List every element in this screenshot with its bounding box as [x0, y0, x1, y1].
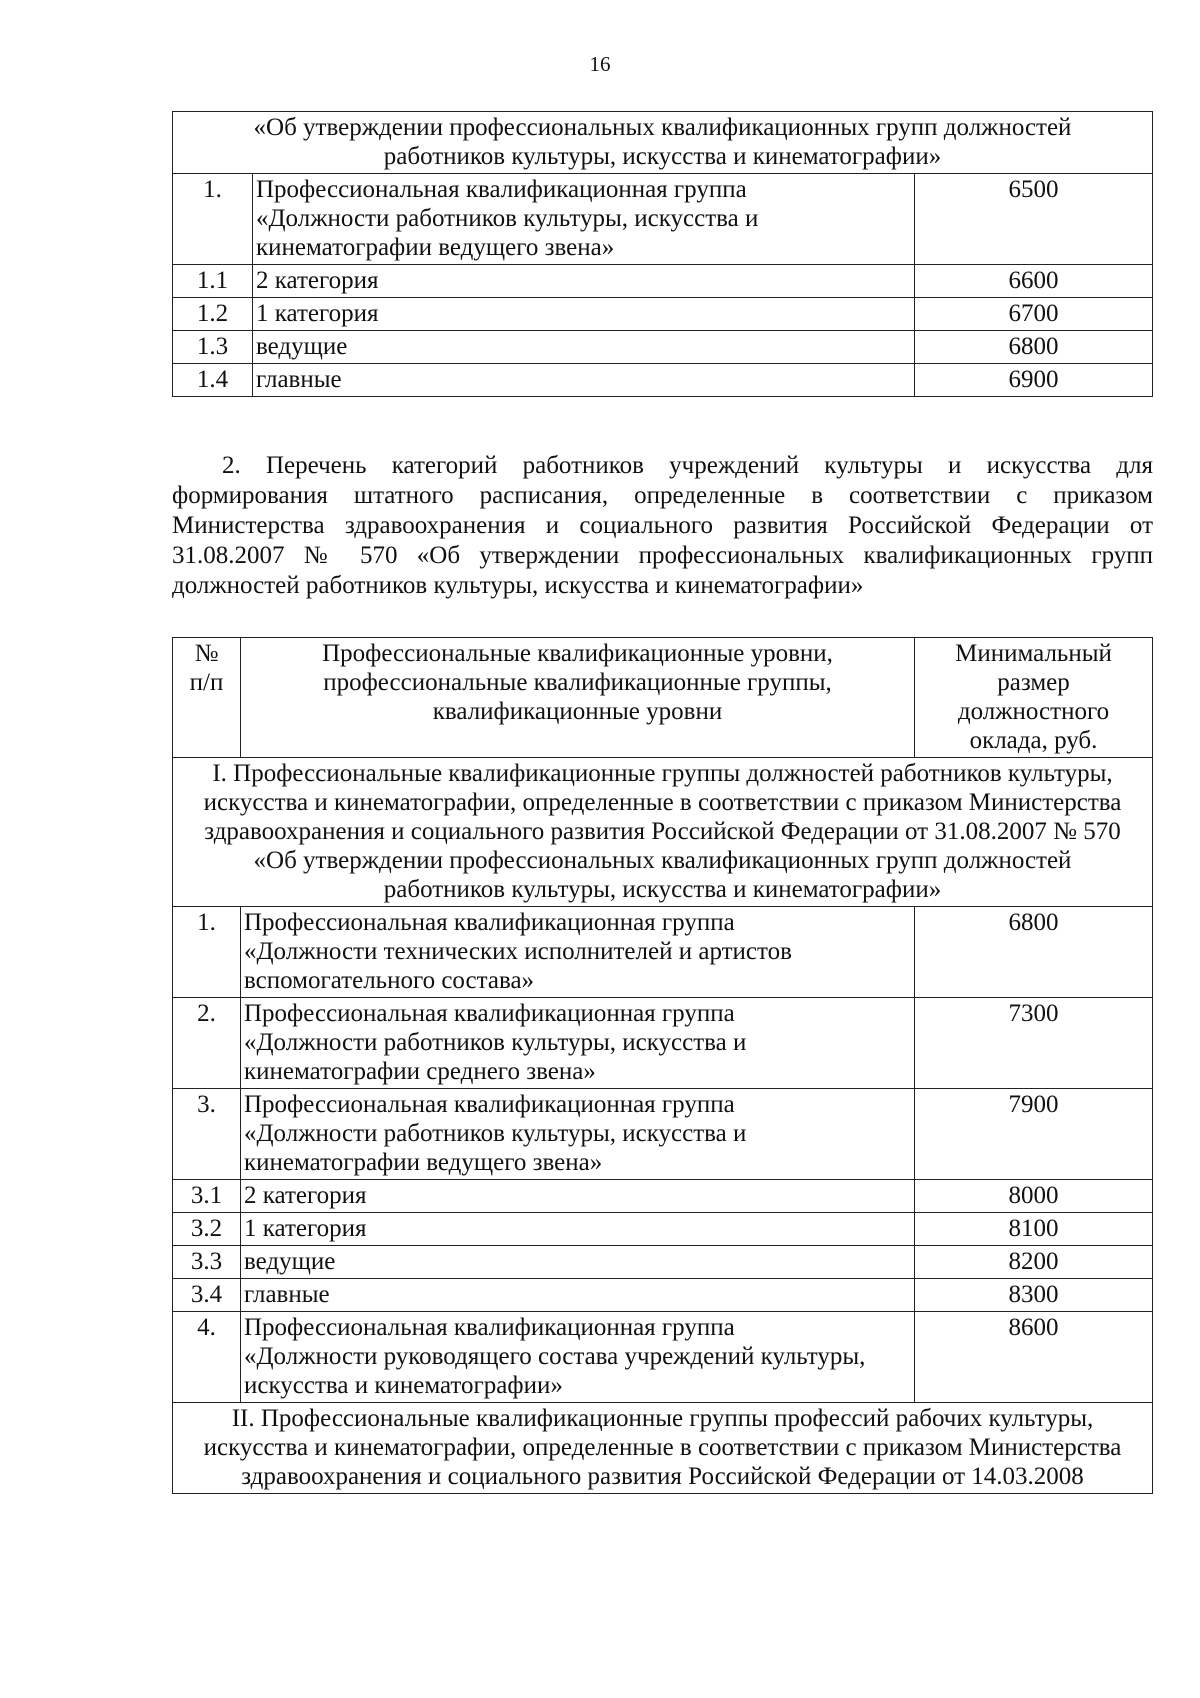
row-description: 1 категория	[241, 1213, 915, 1246]
row-salary: 8300	[915, 1279, 1153, 1312]
table-row	[173, 331, 1153, 364]
row-salary: 7300	[915, 998, 1153, 1089]
row-description: Профессиональная квалификационная группа «Должности работников культуры, искусства и кинематографии ведущего звена»	[241, 1089, 915, 1180]
row-salary: 6600	[914, 265, 1152, 298]
table-row	[173, 1246, 1153, 1279]
row-number: 1.1	[173, 265, 253, 298]
row-number: 3.1	[173, 1180, 241, 1213]
row-number: 3.	[173, 1089, 241, 1180]
table-section-title: «Об утверждении профессиональных квалификационных групп должностей работников культуры, искусства и кинематографии»	[173, 112, 1153, 174]
section-row	[173, 758, 1153, 907]
row-description: 2 категория	[253, 265, 915, 298]
page-number: 16	[589, 52, 611, 76]
row-number: 2.	[173, 998, 241, 1089]
table-row	[173, 907, 1153, 998]
row-salary: 8100	[915, 1213, 1153, 1246]
table-row	[173, 265, 1153, 298]
table-row	[173, 1279, 1153, 1312]
row-description: ведущие	[241, 1246, 915, 1279]
row-salary: 8600	[915, 1312, 1153, 1403]
row-description: Профессиональная квалификационная группа «Должности работников культуры, искусства и кинематографии ведущего звена»	[253, 174, 915, 265]
section-paragraph: 2. Перечень категорий работников учреждений культуры и искусства для формирования штатного расписания, определенные в соответствии с приказом Министерства здравоохранения и социального развития Российской Федерации от 31.08.2007 № 570 «Об утверждении профессиональных квалификационных групп должностей работников культуры, искусства и кинематографии»	[172, 452, 1153, 599]
row-number: 4.	[173, 1312, 241, 1403]
row-number: 1.2	[173, 298, 253, 331]
table-row	[173, 1089, 1153, 1180]
table-row	[173, 364, 1153, 397]
row-description: Профессиональная квалификационная группа «Должности технических исполнителей и артистов вспомогательного состава»	[241, 907, 915, 998]
row-description: главные	[241, 1279, 915, 1312]
column-header-salary: Минимальный размер должностного оклада, руб.	[915, 638, 1153, 758]
salary-table-continued	[172, 111, 1153, 397]
row-salary: 6800	[915, 907, 1153, 998]
row-description: ведущие	[253, 331, 915, 364]
column-header-number: № п/п	[173, 638, 241, 758]
row-number: 1.	[173, 907, 241, 998]
table-row	[173, 1180, 1153, 1213]
row-salary: 6700	[914, 298, 1152, 331]
row-number: 1.	[173, 174, 253, 265]
row-salary: 8000	[915, 1180, 1153, 1213]
row-salary: 8200	[915, 1246, 1153, 1279]
table-row	[173, 174, 1153, 265]
column-header-name: Профессиональные квалификационные уровни, профессиональные квалификационные группы, квалификационные уровни	[241, 638, 915, 758]
table-row	[173, 1213, 1153, 1246]
section-row	[173, 1403, 1153, 1494]
column-header-row	[173, 638, 1153, 758]
row-salary: 6900	[914, 364, 1152, 397]
row-description: Профессиональная квалификационная группа «Должности руководящего состава учреждений культуры, искусства и кинематографии»	[241, 1312, 915, 1403]
table-row	[173, 298, 1153, 331]
table-row	[173, 998, 1153, 1089]
row-number: 1.4	[173, 364, 253, 397]
table-row	[173, 1312, 1153, 1403]
section-title-1: I. Профессиональные квалификационные группы должностей работников культуры, искусства и кинематографии, определенные в соответствии с приказом Министерства здравоохранения и социального развития Российской Федерации от 31.08.2007 № 570 «Об утверждении профессиональных квалификационных групп должностей работников культуры, искусства и кинематографии»	[173, 758, 1153, 907]
row-description: главные	[253, 364, 915, 397]
section-title-2: II. Профессиональные квалификационные группы профессий рабочих культуры, искусства и кинематографии, определенные в соответствии с приказом Министерства здравоохранения и социального развития Российской Федерации от 14.03.2008	[173, 1403, 1153, 1494]
row-number: 3.3	[173, 1246, 241, 1279]
salary-table	[172, 637, 1153, 1494]
row-salary: 7900	[915, 1089, 1153, 1180]
row-number: 3.4	[173, 1279, 241, 1312]
row-salary: 6800	[914, 331, 1152, 364]
row-number: 3.2	[173, 1213, 241, 1246]
row-salary: 6500	[914, 174, 1152, 265]
table-header-row	[173, 112, 1153, 174]
row-number: 1.3	[173, 331, 253, 364]
row-description: Профессиональная квалификационная группа «Должности работников культуры, искусства и кинематографии среднего звена»	[241, 998, 915, 1089]
row-description: 2 категория	[241, 1180, 915, 1213]
row-description: 1 категория	[253, 298, 915, 331]
